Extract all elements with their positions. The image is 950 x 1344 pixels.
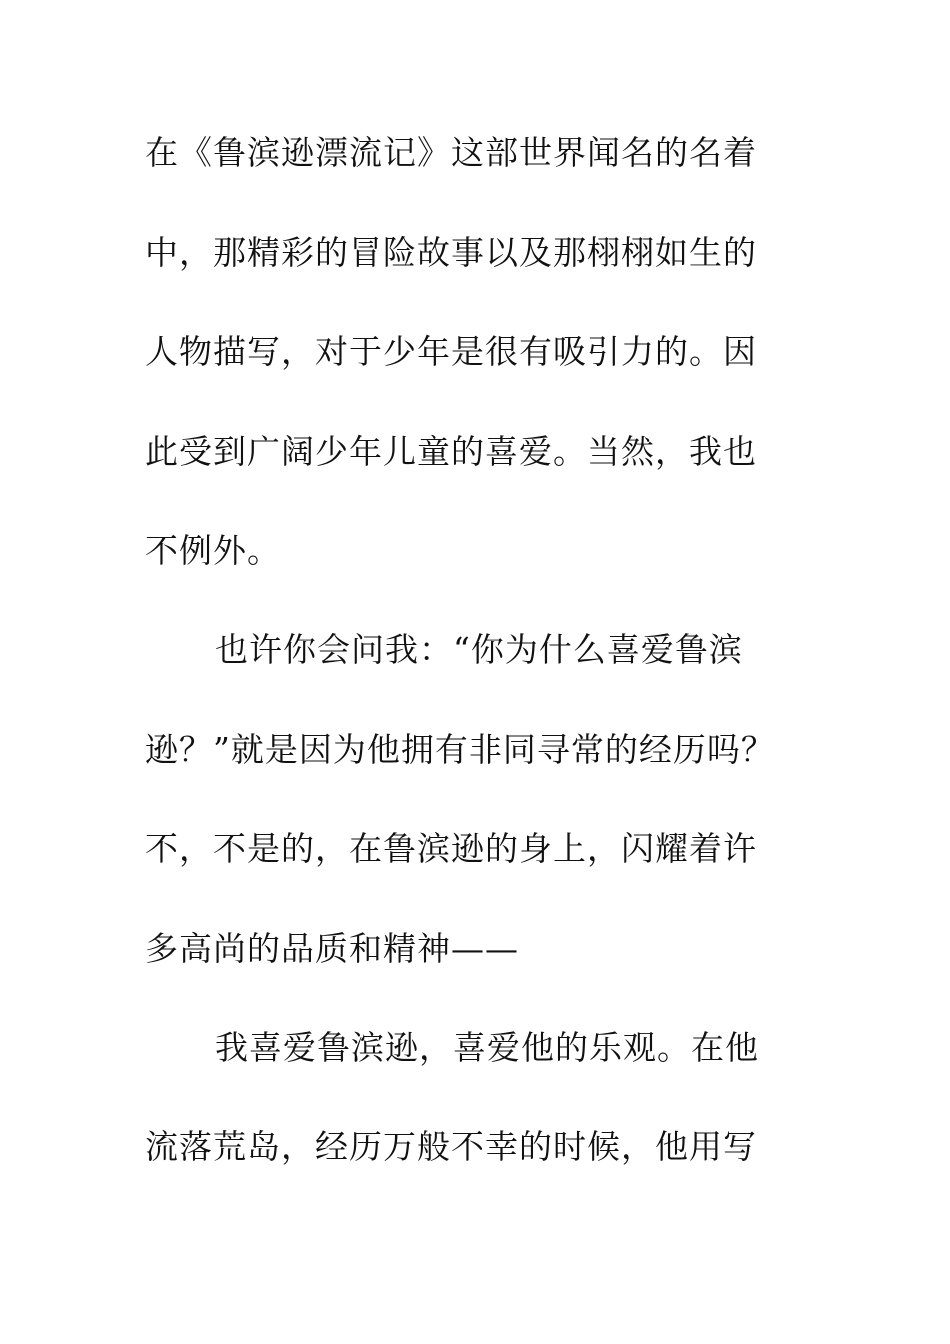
- text-line: 流落荒岛，经历万般不幸的时候，他用写: [145, 1127, 757, 1166]
- text-line: 中，那精彩的冒险故事以及那栩栩如生的: [145, 233, 757, 272]
- text-line: 人物描写，对于少年是很有吸引力的。因: [145, 332, 757, 371]
- text-line: 不，不是的，在鲁滨逊的身上，闪耀着许: [145, 829, 757, 868]
- paragraph-first-line: 也许你会问我：“你为什么喜爱鲁滨: [215, 630, 743, 669]
- text-line: 多高尚的品质和精神——: [145, 929, 519, 968]
- paragraph-first-line: 我喜爱鲁滨逊，喜爱他的乐观。在他: [215, 1028, 759, 1067]
- text-line: 在《鲁滨逊漂流记》这部世界闻名的名着: [145, 133, 757, 172]
- text-line: 此受到广阔少年儿童的喜爱。当然，我也: [145, 432, 757, 471]
- text-line: 不例外。: [145, 531, 281, 570]
- text-line: 逊？”就是因为他拥有非同寻常的经历吗？: [145, 730, 775, 769]
